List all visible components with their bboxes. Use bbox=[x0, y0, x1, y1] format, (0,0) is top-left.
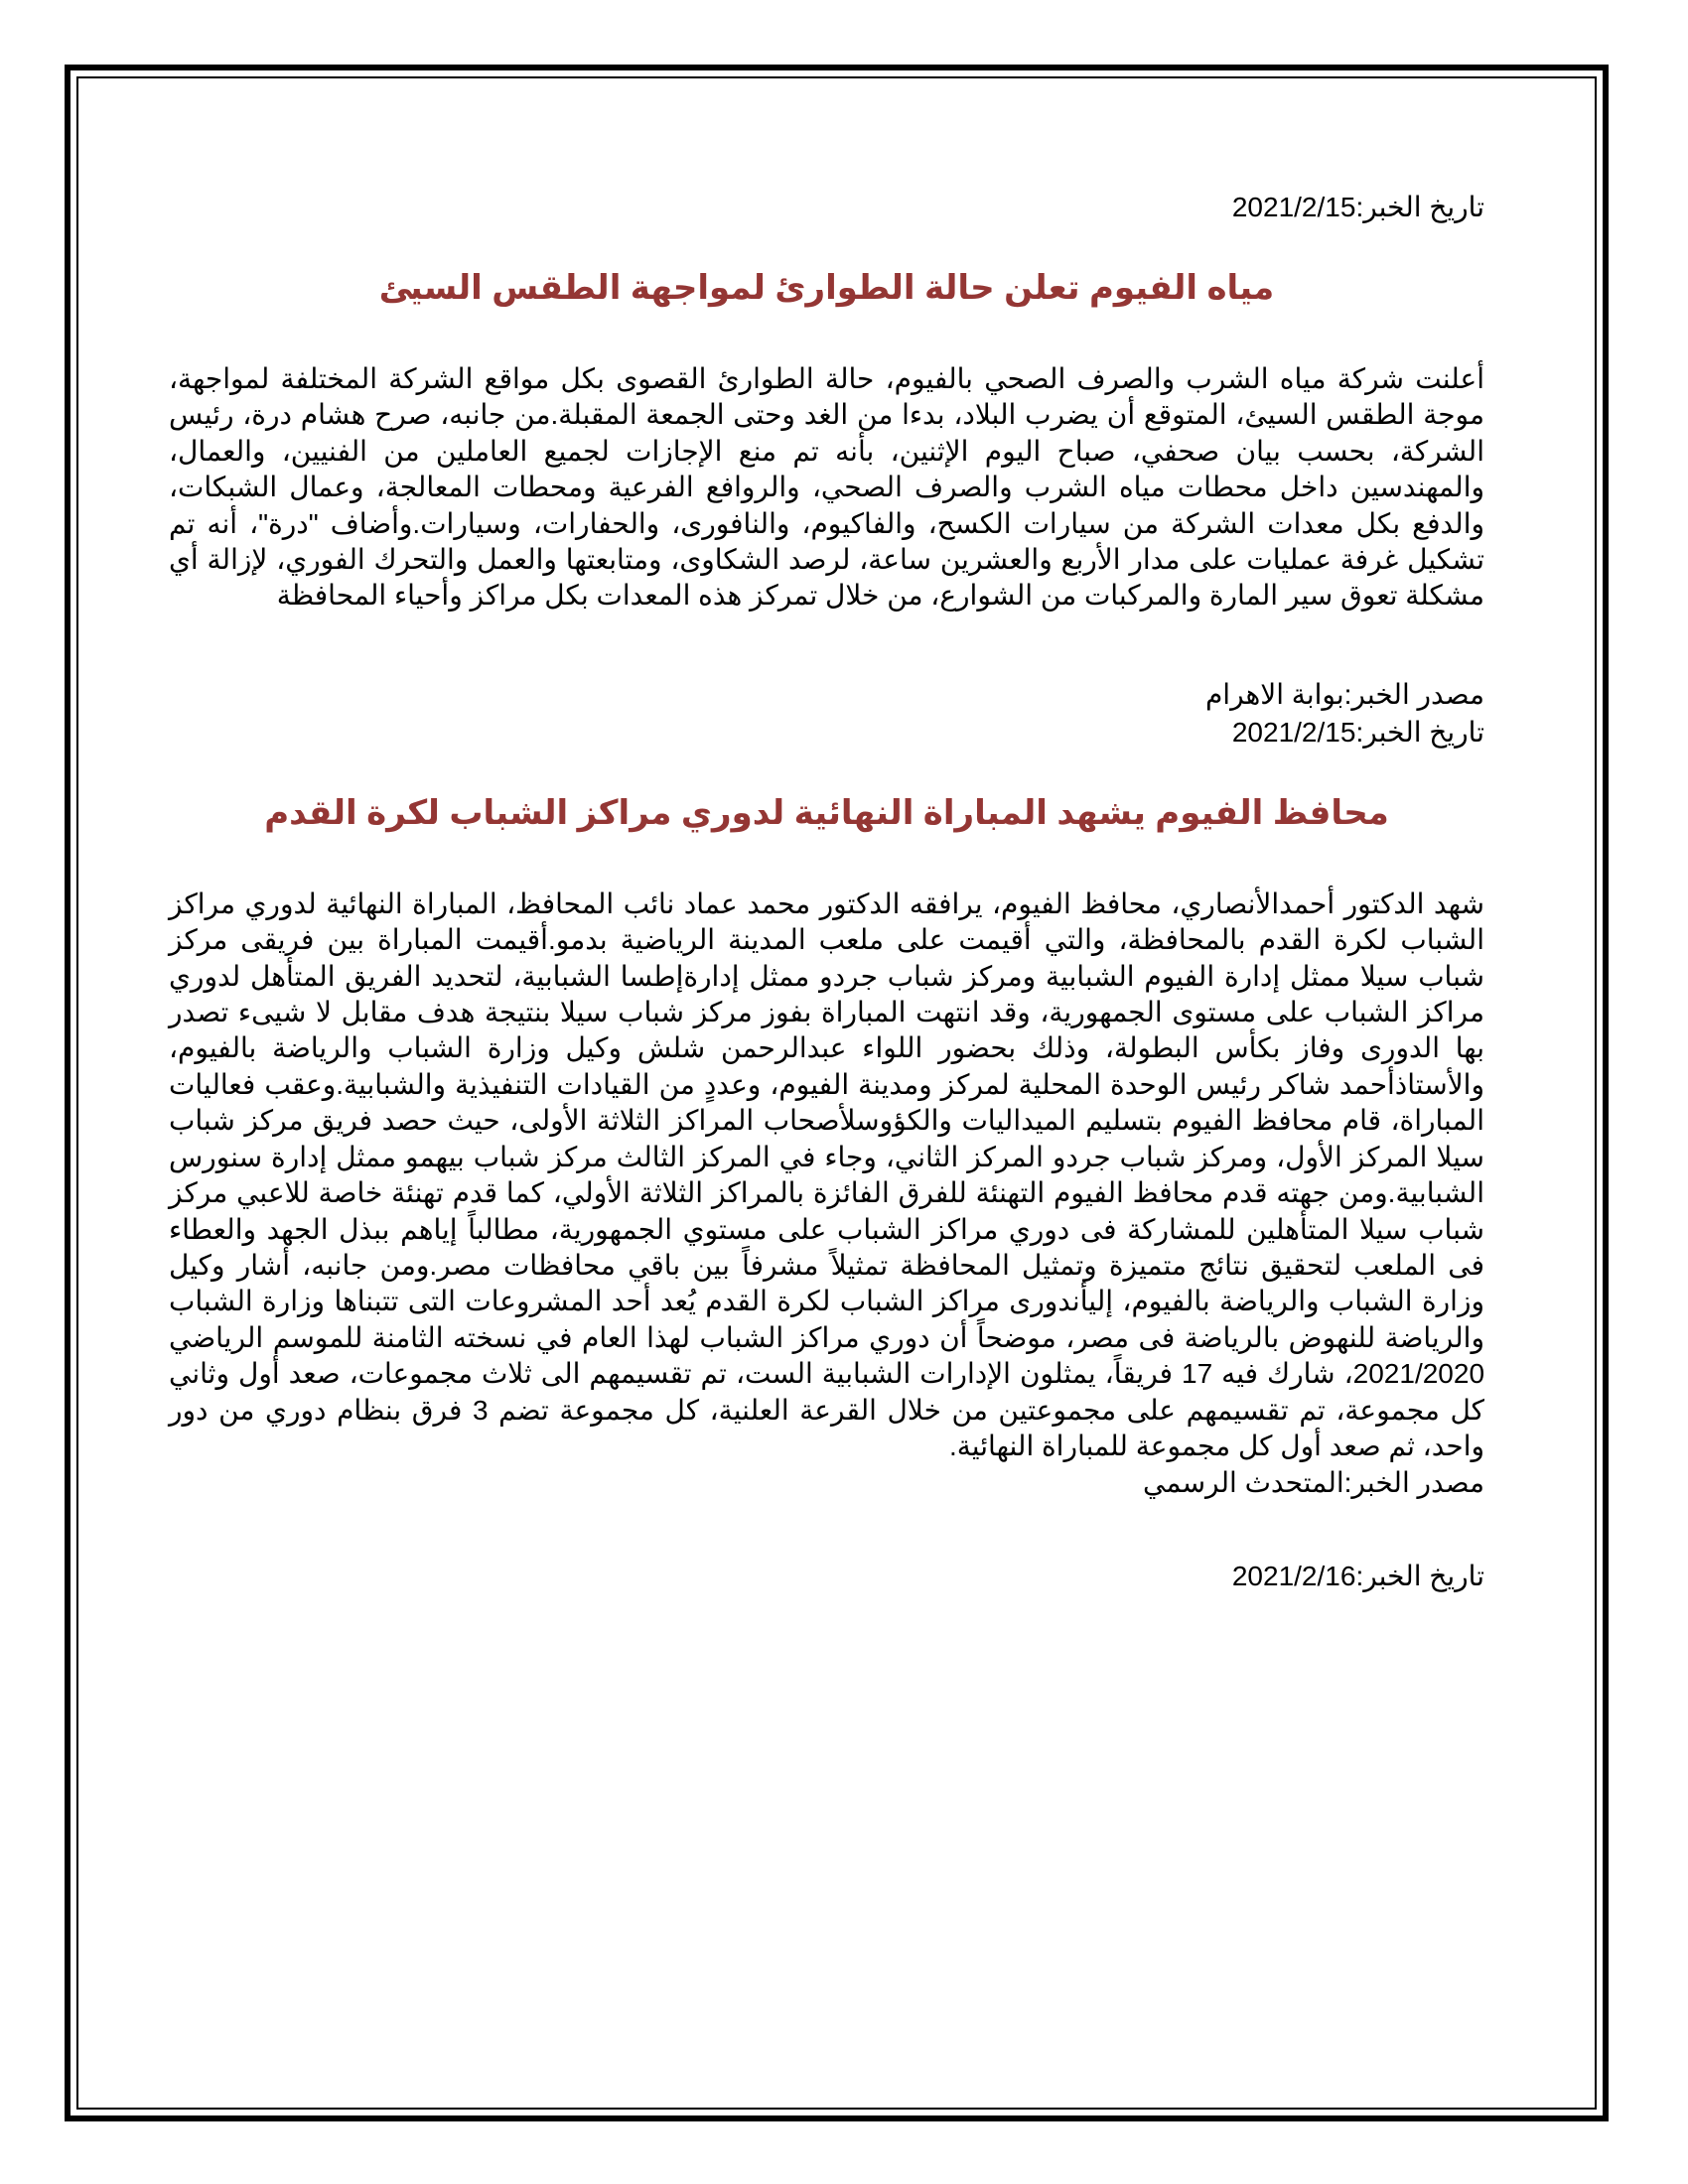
article2-source-label: مصدر الخبر: bbox=[1343, 1467, 1484, 1499]
article1-body: أعلنت شركة مياه الشرب والصرف الصحي بالفيوم، حالة الطوارئ القصوى بكل مواقع الشركة المختلفة لمواجهة، موجة الطقس السيئ، المتوقع أن يضرب البلاد، بدءا من الغد وحتى الجمعة المقبلة.من جانبه، صرح هشام درة، رئيس الشركة، بحسب بيان صحفي، صباح اليوم الإثنين، بأنه تم منع الإجازات لجميع العاملين من الفنيين، والعمال، والمهندسين داخل محطات مياه الشرب والصرف الصحي، والروافع الفرعية ومحطات المعالجة، وعمال الشبكات، والدفع بكل معدات الشركة من سيارات الكسح، والفاكيوم، والنافورى، والحفارات، وسيارات.وأضاف "درة"، أنه تم تشكيل غرفة عمليات على مدار الأربع والعشرين ساعة، لرصد الشكاوى، ومتابعتها والعمل والتحرك الفوري، لإزالة أي مشكلة تعوق سير المارة والمركبات من الشوارع، من خلال تمركز هذه المعدات بكل مراكز وأحياء المحافظة bbox=[169, 363, 1484, 612]
spacer bbox=[169, 1502, 1484, 1558]
article3-date bbox=[169, 1558, 1484, 1595]
article2-source-value: المتحدث الرسمي bbox=[1143, 1467, 1344, 1499]
article3-date-value: 2021/2/16 bbox=[1231, 1561, 1356, 1592]
spacer bbox=[169, 614, 1484, 676]
article2-body: شهد الدكتور أحمدالأنصاري، محافظ الفيوم، يرافقه الدكتور محمد عماد نائب المحافظ، المباراة النهائية لدوري مراكز الشباب لكرة القدم بالمحافظة، والتي أقيمت على ملعب المدينة الرياضية بدمو.أقيمت المباراة بين فريقى مركز شباب سيلا ممثل إدارة الفيوم الشبابية ومركز شباب جردو ممثل إدارةإطسا الشبابية، لتحديد الفريق المتأهل لدوري مراكز الشباب على مستوى الجمهورية، وقد انتهت المباراة بفوز مركز شباب سيلا بنتيجة هدف مقابل لا شيىء تصدر بها الدورى وفاز بكأس البطولة، وذلك بحضور اللواء عبدالرحمن شلش وكيل وزارة الشباب والرياضة بالفيوم، والأستاذأحمد شاكر رئيس الوحدة المحلية لمركز ومدينة الفيوم، وعددٍ من القيادات التنفيذية والشبابية.وعقب فعاليات المباراة، قام محافظ الفيوم بتسليم الميداليات والكؤوسلأصحاب المراكز الثلاثة الأولى، حيث حصد فريق مركز شباب سيلا المركز الأول، ومركز شباب جردو المركز الثاني، وجاء في المركز الثالث مركز شباب بيهمو ممثل إدارة سنورس الشبابية.ومن جهته قدم محافظ الفيوم التهنئة للفرق الفائزة بالمراكز الثلاثة الأولي، كما قدم تهنئة خاصة للاعبي مركز شباب سيلا المتأهلين للمشاركة فى دوري مراكز الشباب على مستوي الجمهورية، مطالباً إياهم ببذل الجهد والعطاء فى الملعب لتحقيق نتائج متميزة وتمثيل المحافظة تمثيلاً مشرفاً بين باقي محافظات مصر.ومن جانبه، أشار وكيل وزارة الشباب والرياضة بالفيوم، إليأندورى مراكز الشباب لكرة القدم يُعد أحد المشروعات التى تتبناها وزارة الشباب والرياضة للنهوض بالرياضة فى مصر، موضحاً أن دوري مراكز الشباب لهذا العام في نسخته الثامنة للموسم الرياضي 2021/2020، شارك فيه 17 فريقاً، يمثلون الإدارات الشبابية الست، تم تقسيمهم الى ثلاث مجموعات، صعد أول وثاني كل مجموعة، تم تقسيمهم على مجموعتين من خلال القرعة العلنية، كل مجموعة تضم 3 فرق بنظام دوري من دور واحد، ثم صعد أول كل مجموعة للمباراة النهائية. bbox=[169, 887, 1485, 1461]
article1-source-label: مصدر الخبر: bbox=[1343, 678, 1484, 710]
article2-title: محافظ الفيوم يشهد المباراة النهائية لدوري مراكز الشباب لكرة القدم bbox=[264, 793, 1389, 832]
article1-date bbox=[169, 189, 1484, 226]
article2-date-value: 2021/2/15 bbox=[1231, 716, 1356, 748]
article1-source-value: بوابة الاهرام bbox=[1204, 678, 1344, 710]
article1-date-value: 2021/2/15 bbox=[1231, 192, 1356, 222]
article2-source bbox=[169, 1464, 1484, 1502]
article1-title: مياه الفيوم تعلن حالة الطوارئ لمواجهة الطقس السيئ bbox=[378, 269, 1275, 307]
article2-date bbox=[169, 714, 1484, 751]
article1-source bbox=[169, 676, 1484, 714]
article3-date-label: تاريخ الخبر: bbox=[1355, 1561, 1484, 1592]
document-content bbox=[169, 189, 1484, 1595]
article1-date-label: تاريخ الخبر: bbox=[1355, 192, 1484, 222]
article2-date-label: تاريخ الخبر: bbox=[1355, 716, 1484, 748]
